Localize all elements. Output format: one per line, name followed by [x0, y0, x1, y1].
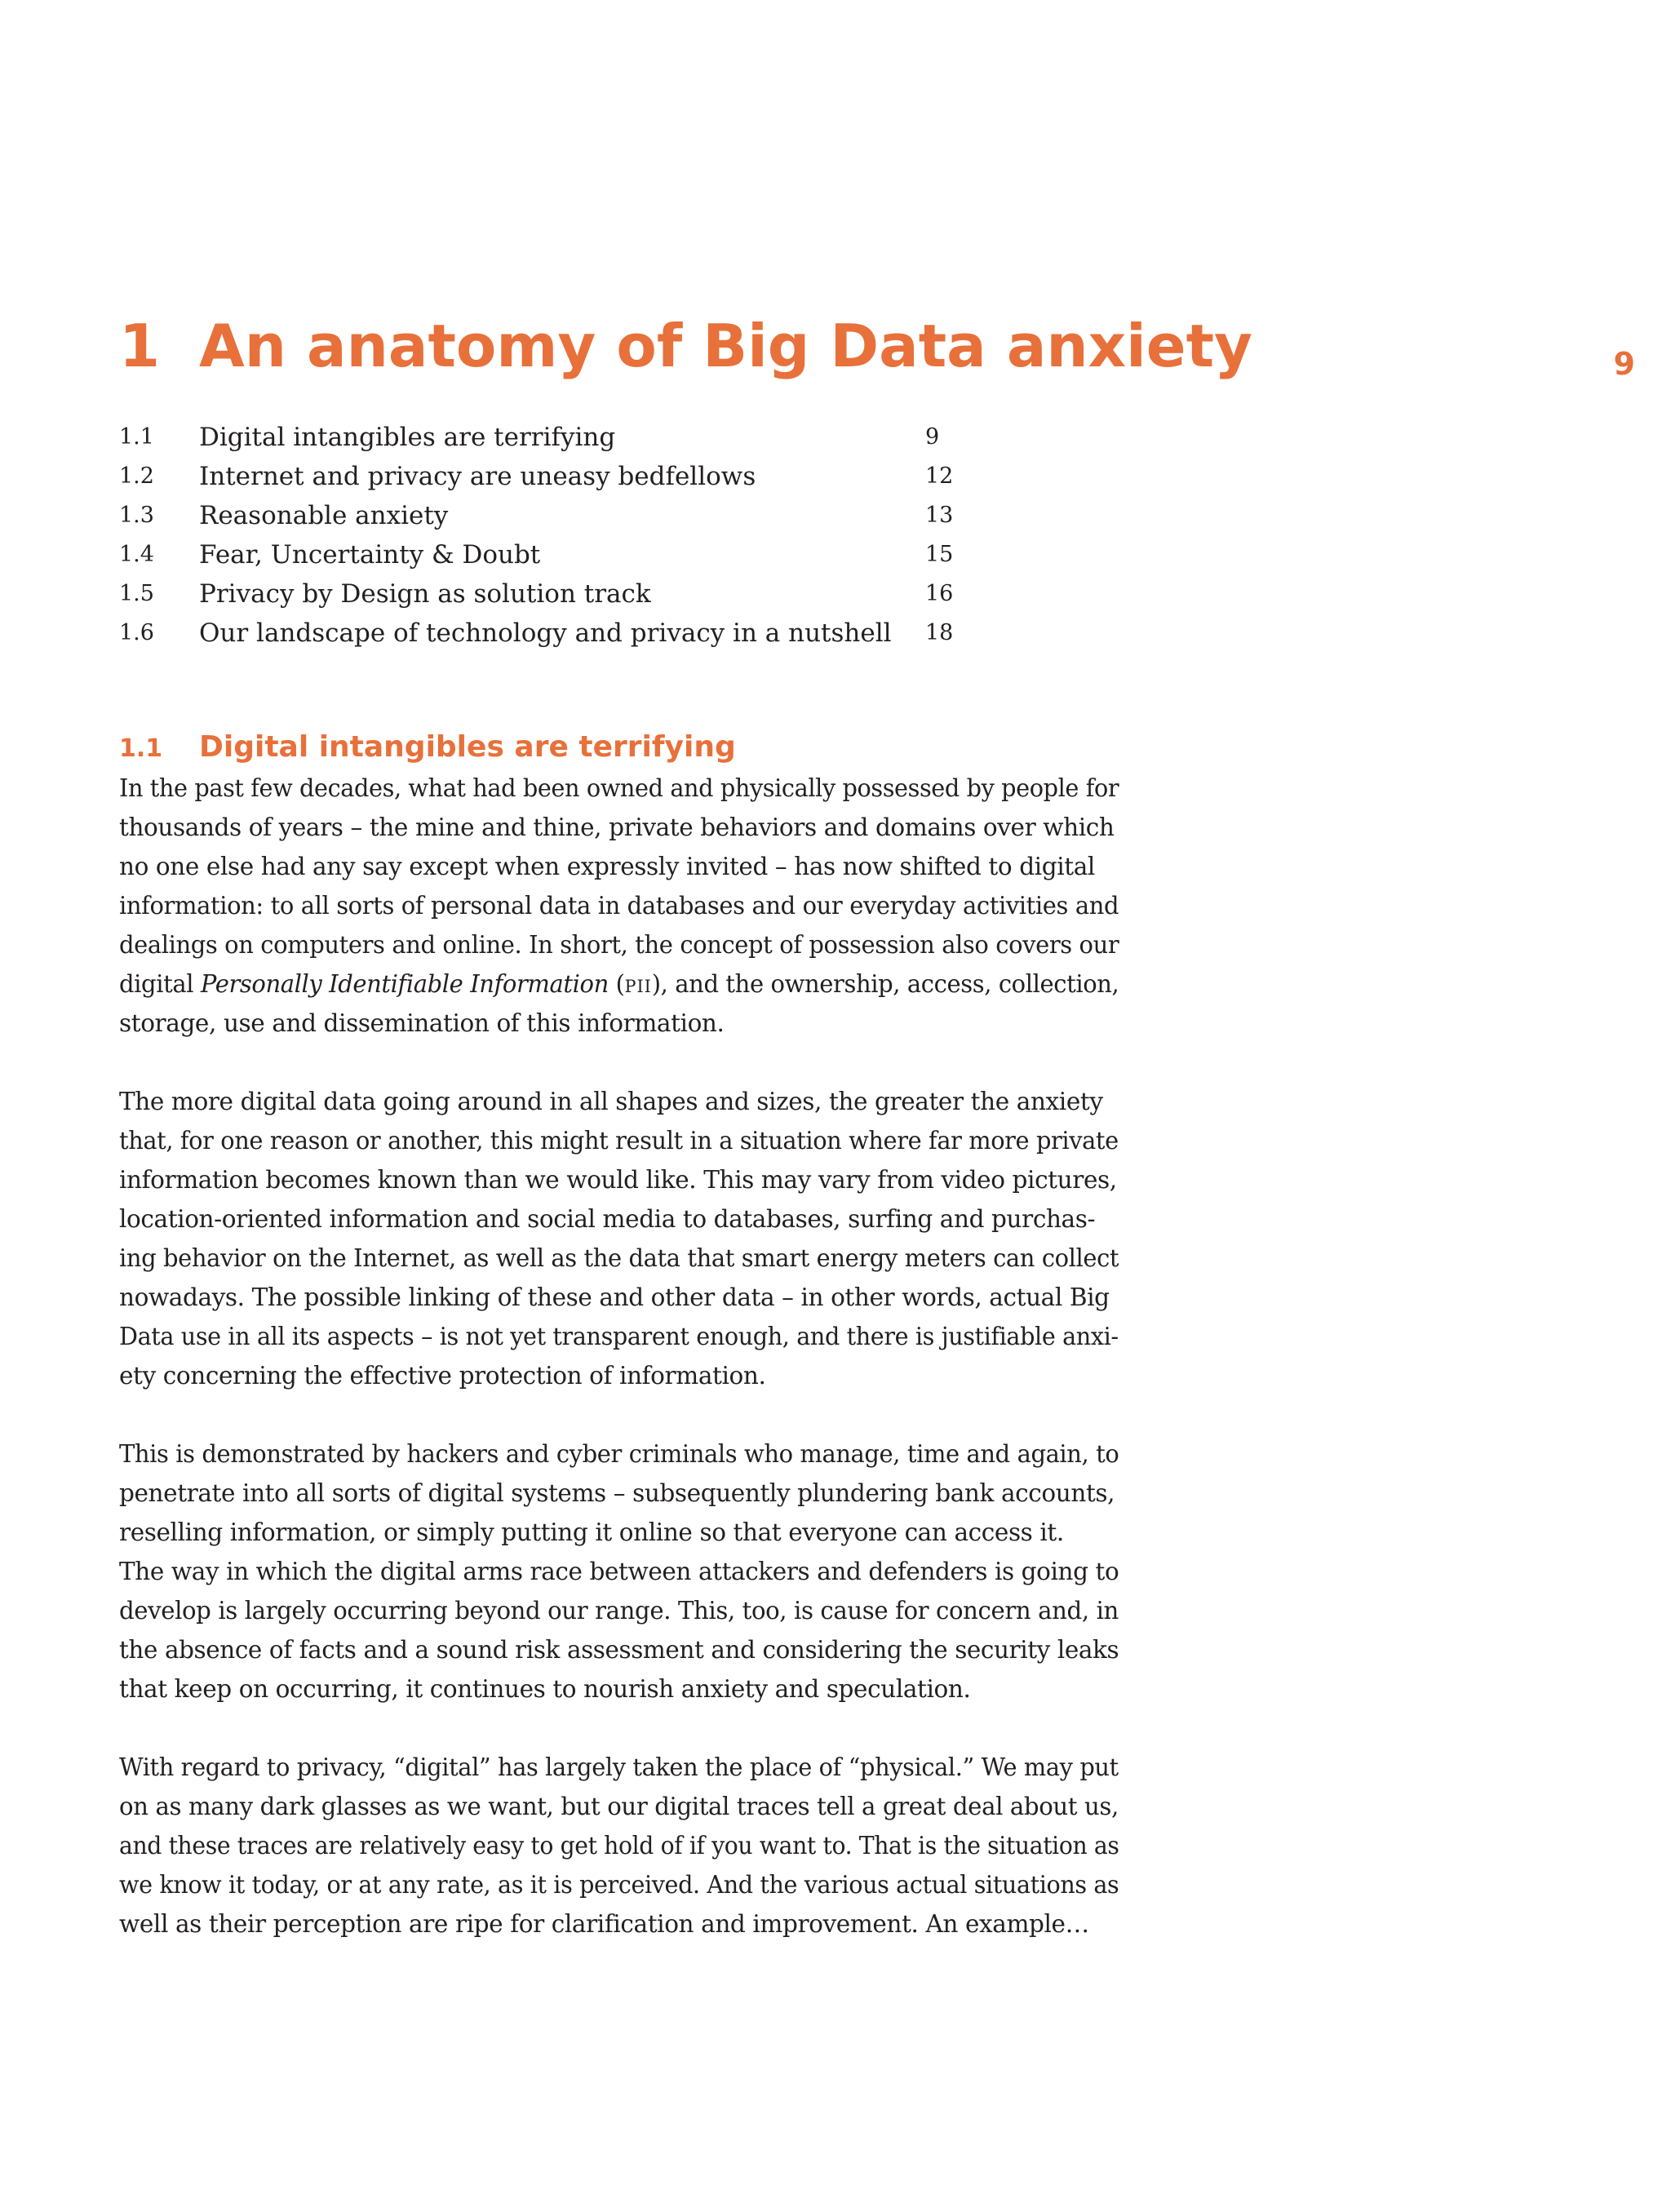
abbreviation: pii — [624, 970, 652, 998]
text-line: storage, use and dissemination of this information. — [119, 1009, 725, 1037]
paragraph-4 — [119, 1748, 1119, 1944]
section-1-1 — [119, 726, 1119, 1983]
toc-entry-number: 1.1 — [119, 424, 154, 450]
text-line: In the past few decades, what had been owned and physically possessed by people for — [119, 774, 1119, 802]
toc-entry-page: 18 — [925, 620, 954, 645]
text-line: location-oriented information and social media to databases, surfing and purchas- — [119, 1205, 1096, 1233]
toc-entry[interactable] — [119, 496, 960, 535]
text-line: Data use in all its aspects – is not yet transparent enough, and there is justifiable anxi- — [119, 1323, 1119, 1350]
text-line: information: to all sorts of personal data in databases and our everyday activities and — [119, 892, 1119, 920]
toc-entry[interactable] — [119, 535, 960, 574]
text-line: penetrate into all sorts of digital systems – subsequently plundering bank accounts, — [119, 1479, 1115, 1507]
text-line: ety concerning the effective protection of information. — [119, 1362, 766, 1390]
toc-entry-title: Digital intangibles are terrifying — [199, 423, 616, 452]
paragraph-1 — [119, 769, 1119, 1043]
text-line: that, for one reason or another, this might result in a situation where far more private — [119, 1127, 1119, 1155]
toc-entry[interactable] — [119, 614, 960, 653]
text-line: nowadays. The possible linking of these and other data – in other words, actual Big — [119, 1283, 1110, 1311]
text-line: and these traces are relatively easy to get hold of if you want to. That is the situation as — [119, 1832, 1119, 1860]
text-line: thousands of years – the mine and thine, private behaviors and domains over which — [119, 813, 1115, 841]
text-line: The more digital data going around in all shapes and sizes, the greater the anxiety — [119, 1088, 1103, 1115]
chapter-heading — [119, 312, 1252, 380]
toc-entry-title: Reasonable anxiety — [199, 501, 449, 530]
section-number: 1.1 — [119, 734, 163, 763]
text-segment: digital — [119, 970, 201, 998]
text-line — [119, 964, 1119, 1004]
text-line: on as many dark glasses as we want, but our digital traces tell a great deal about us, — [119, 1793, 1119, 1820]
toc-entry-page: 15 — [925, 542, 954, 567]
text-line: ing behavior on the Internet, as well as the data that smart energy meters can collect — [119, 1244, 1119, 1272]
toc-entry-title: Our landscape of technology and privacy in a nutshell — [199, 618, 892, 648]
text-line: With regard to privacy, “digital” has largely taken the place of “physical.” We may put — [119, 1753, 1119, 1781]
text-line: The way in which the digital arms race between attackers and defenders is going to — [119, 1558, 1119, 1585]
text-line: information becomes known than we would like. This may vary from video pictures, — [119, 1166, 1117, 1194]
toc-entry-title: Privacy by Design as solution track — [199, 579, 651, 609]
text-segment: ), and the ownership, access, collection, — [651, 970, 1119, 998]
text-line: well as their perception are ripe for clarification and improvement. An example… — [119, 1910, 1089, 1938]
chapter-number: 1 — [119, 312, 161, 380]
text-segment: ( — [608, 970, 625, 998]
toc-entry-number: 1.5 — [119, 581, 154, 606]
toc-entry-number: 1.6 — [119, 620, 154, 645]
text-line: the absence of facts and a sound risk assessment and considering the security leaks — [119, 1636, 1119, 1664]
toc-entry-number: 1.3 — [119, 503, 154, 528]
table-of-contents — [119, 418, 960, 653]
toc-entry-page: 9 — [925, 424, 940, 450]
toc-entry-title: Internet and privacy are uneasy bedfellows — [199, 462, 756, 491]
chapter-title: An anatomy of Big Data anxiety — [199, 312, 1252, 380]
toc-entry[interactable] — [119, 574, 960, 614]
paragraph-2 — [119, 1082, 1119, 1395]
toc-entry-page: 12 — [925, 463, 954, 489]
section-title: Digital intangibles are terrifying — [199, 730, 736, 764]
toc-entry[interactable] — [119, 418, 960, 457]
text-line: develop is largely occurring beyond our range. This, too, is cause for concern and, in — [119, 1597, 1119, 1625]
text-line: we know it today, or at any rate, as it is perceived. And the various actual situations as — [119, 1871, 1119, 1899]
section-heading — [119, 726, 1119, 769]
text-line: dealings on computers and online. In short, the concept of possession also covers our — [119, 931, 1119, 959]
text-line: that keep on occurring, it continues to nourish anxiety and speculation. — [119, 1675, 971, 1703]
text-line: reselling information, or simply putting it online so that everyone can access it. — [119, 1518, 1064, 1546]
toc-entry-title: Fear, Uncertainty & Doubt — [199, 540, 541, 570]
emphasized-term: Personally Identifiable Information — [200, 970, 609, 998]
text-line: This is demonstrated by hackers and cyber criminals who manage, time and again, to — [119, 1440, 1119, 1468]
page-number: 9 — [1613, 346, 1635, 382]
paragraph-3 — [119, 1434, 1119, 1709]
toc-entry-page: 13 — [925, 503, 954, 528]
toc-entry[interactable] — [119, 457, 960, 496]
text-line: no one else had any say except when expressly invited – has now shifted to digital — [119, 853, 1095, 880]
toc-entry-number: 1.4 — [119, 542, 154, 567]
toc-entry-number: 1.2 — [119, 463, 154, 489]
toc-entry-page: 16 — [925, 581, 954, 606]
